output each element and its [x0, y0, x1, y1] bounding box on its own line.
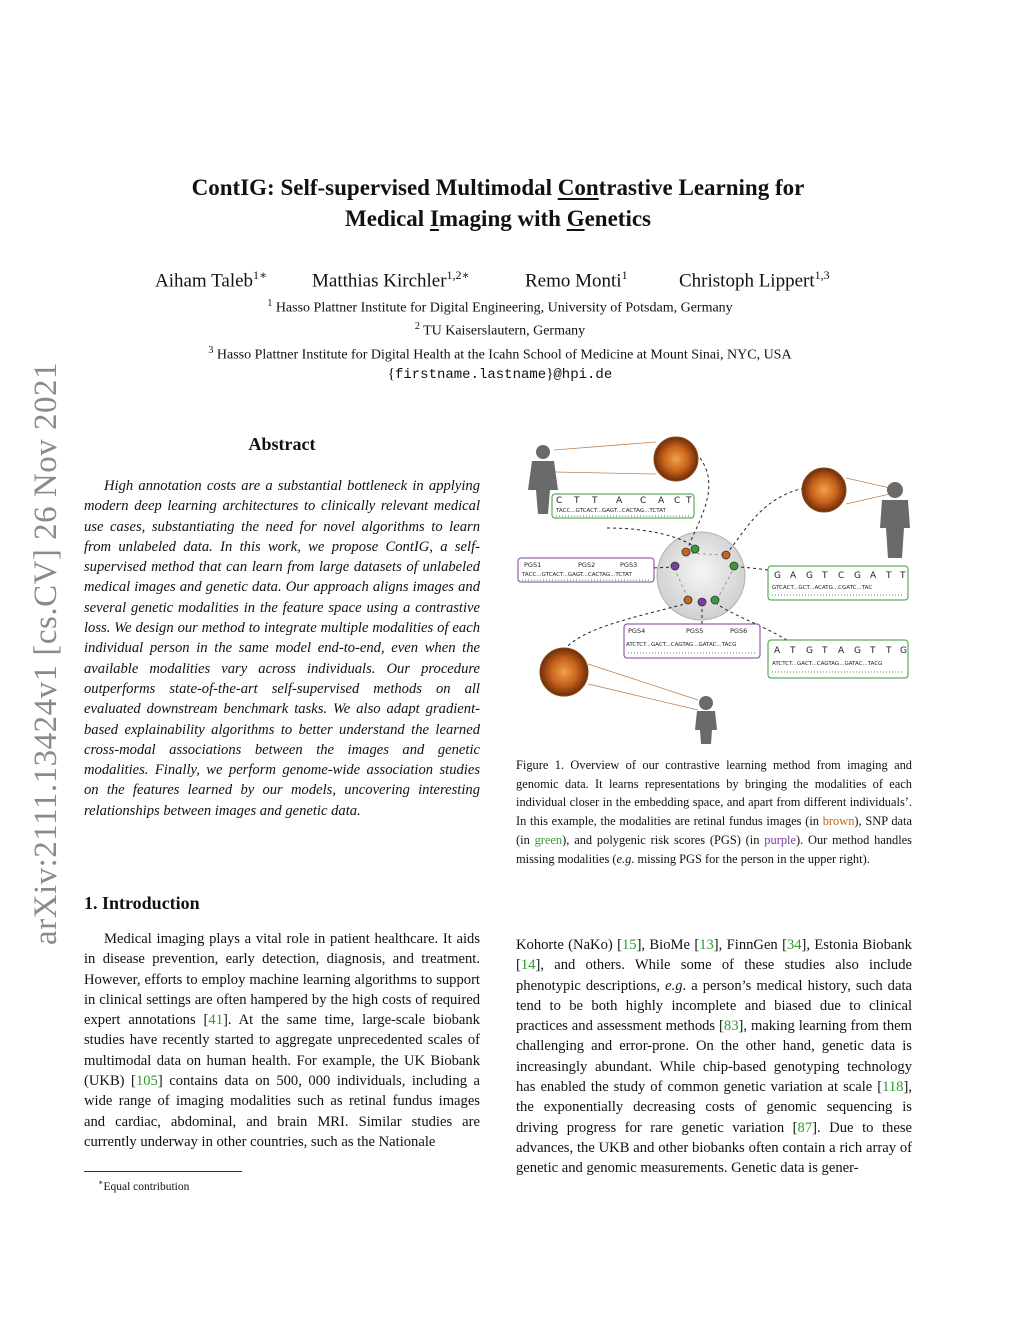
embedding-point: [671, 562, 679, 570]
affiliation: $^2$ TU Kaiserslautern, Germany: [414, 321, 586, 339]
sequence-text: TACC...GTCACT...GAGT...CACTAG...TCTAT: [522, 572, 632, 578]
sequence-text: ATCTCT...GACT...CAGTAG...GATAC...TACG: [626, 642, 737, 648]
snp-base: A: [838, 646, 845, 656]
snp-base: A: [658, 496, 665, 506]
snp-panel: [768, 566, 908, 600]
snp-base: T: [870, 646, 876, 656]
snp-base: G: [900, 646, 907, 656]
pgs-label: PGS3: [620, 561, 638, 569]
citation-link[interactable]: 83: [723, 1018, 739, 1035]
snp-base: T: [574, 496, 580, 506]
person-icon: [695, 696, 717, 744]
fundus-image: [654, 437, 698, 481]
sequence-text: ATCTCT...GACT...CAGTAG...GATAC...TACG: [772, 661, 883, 667]
snp-base: T: [686, 496, 692, 506]
snp-base: T: [822, 571, 828, 581]
arxiv-identifier: arXiv:2111.13424v1 [cs.CV] 26 Nov 2021: [28, 362, 64, 945]
snp-base: C: [838, 571, 845, 581]
snp-base: G: [854, 571, 861, 581]
embedding-point: [691, 545, 699, 553]
citation-link[interactable]: 118: [882, 1079, 904, 1096]
citation-link[interactable]: 105: [135, 1073, 158, 1090]
snp-base: T: [790, 646, 796, 656]
citation-link[interactable]: 13: [699, 937, 714, 953]
intro-heading: 1. Introduction: [84, 893, 200, 913]
author-email[interactable]: {firstname.lastname}@hpi.de: [387, 366, 613, 383]
affiliation: $^3$ Hasso Plattner Institute for Digital Health at the Icahn School of Medicine at Mount Sinai, NYC, USA: [208, 345, 792, 363]
snp-base: T: [592, 496, 598, 506]
intro-paragraph-right: Kohorte (NaKo) [15], BioMe [13], FinnGen [34], Estonia Biobank [14], and others. While some of these studies also include phenotypic descriptions, e.g. a person’s medical history, such data tend to be both highly incomplete and biased due to clinical practices and assessment methods [83], making learning from them challenging and error-prone. On the other hand, genetic data is increasingly abundant. While chip-based genotyping technology has enabled the study of common genetic variation at scale [118], the exponentially decreasing costs of genomic sequencing is driving progress for rare genetic variation [87]. Due to these advances, the UKB and other biobanks often contain a rich array of genetic and genomic measurements. Genetic data is gener-: [516, 937, 912, 1177]
snp-base: C: [640, 496, 647, 506]
embedding-space: [657, 532, 745, 620]
figure-caption: Figure 1. Overview of our contrastive learning method from imaging and genomic data. It learns representations by bringing the modalities of each individual closer in the embedding space, and apart from different individuals’. In this example, the modalities are retinal fundus images (in brown), SNP data (in green), and polygenic risk scores (PGS) (in purple). Our method handles missing modalities (e.g. missing PGS for the person in the upper right).: [516, 758, 913, 866]
snp-base: T: [822, 646, 828, 656]
fundus-image: [802, 468, 846, 512]
author: Matthias Kirchler$^{1,2∗}$: [312, 268, 470, 292]
affiliation: $^1$ Hasso Plattner Institute for Digital Engineering, University of Potsdam, Germany: [267, 298, 733, 316]
snp-base: T: [886, 646, 892, 656]
citation-link[interactable]: 87: [797, 1119, 813, 1136]
author: Christoph Lippert$^{1,3}$: [679, 268, 830, 292]
snp-base: A: [870, 571, 877, 581]
sequence-text: TACC...GTCACT...GAGT...CACTAG...TCTAT: [556, 508, 666, 514]
citation-link[interactable]: 14: [520, 957, 536, 974]
embedding-point: [711, 596, 719, 604]
person-icon: [880, 482, 910, 558]
pgs-panel: [624, 624, 760, 658]
abstract-text: High annotation costs are a substantial bottleneck in applying modern deep learning architectures to clinically relevant medical use cases, substantiating the need for novel algorithms to learn from unlabeled data. In this work, we propose ContIG, a self-supervised method that can learn from large datasets of unlabeled medical images and genetic data. Our approach aligns images and several genetic modalities in the feature space using a contrastive loss. We design our method to integrate multiple modalities of each individual person in the same model end-to-end, even when the available modalities vary across individuals. Our procedure outperforms state-of-the-art self-supervised methods on all evaluated downstream benchmark tasks. We also adapt gradient-based explainability algorithms to better understand the learned cross-modal associations between the images and genetic modalities. Finally, we perform genome-wide association studies on the features learned by our models, uncovering interesting relationships between images and genetic data.: [84, 478, 480, 819]
snp-base: T: [900, 571, 906, 581]
citation-link[interactable]: 34: [786, 937, 802, 953]
figure-overview-diagram: [512, 428, 912, 746]
fundus-image: [540, 648, 588, 696]
snp-panel: [768, 640, 908, 678]
paper-title: ContIG: Self-supervised Multimodal Contrastive Learning for Medical Imaging with Genetics: [191, 175, 805, 231]
snp-base: A: [790, 571, 797, 581]
snp-base: G: [774, 571, 781, 581]
snp-panel: [552, 494, 694, 518]
author: Aiham Taleb$^{1∗}$: [155, 268, 268, 292]
snp-base: G: [806, 571, 813, 581]
citation-link[interactable]: 15: [621, 937, 637, 953]
snp-base: G: [806, 646, 813, 656]
snp-base: C: [556, 496, 563, 506]
footnote-rule: [84, 1171, 242, 1172]
intro-paragraph-left: Medical imaging plays a vital role in patient healthcare. It aids in disease prevention, early detection, diagnosis, and treatment. However, efforts to employ machine learning algorithms to support in clinical settings are often hampered by the high costs of required expert annotations [41]. At the same time, large-scale biobank studies have recently started to aggregate unprecedented scales of multimodal data on human health. For example, the UK Biobank (UKB) [105] contains data on 500, 000 individuals, including a wide range of imaging modalities such as retinal fundus images and cardiac, abdominal, and brain MRI. Similar studies are currently underway in other countries, such as the Nationale: [84, 931, 481, 1150]
embedding-point: [698, 598, 706, 606]
sequence-text: GTCACT...GCT...ACATG...CGATC...TAC: [772, 585, 873, 591]
embedding-point: [722, 551, 730, 559]
snp-base: A: [616, 496, 623, 506]
snp-base: T: [886, 571, 892, 581]
embedding-point: [682, 548, 690, 556]
embedding-point: [684, 596, 692, 604]
citation-link[interactable]: 41: [208, 1012, 223, 1029]
snp-base: C: [674, 496, 681, 506]
footnote: ∗Equal contribution: [98, 1178, 190, 1193]
snp-base: A: [774, 646, 781, 656]
pgs-label: PGS6: [730, 627, 748, 635]
snp-base: G: [854, 646, 861, 656]
pgs-label: PGS5: [686, 627, 704, 635]
author: Remo Monti$^1$: [525, 268, 628, 292]
abstract-heading: Abstract: [248, 434, 316, 454]
pgs-label: PGS1: [524, 561, 542, 569]
pgs-label: PGS2: [578, 561, 596, 569]
pgs-panel: [518, 558, 654, 582]
embedding-point: [730, 562, 738, 570]
pgs-label: PGS4: [628, 627, 646, 635]
